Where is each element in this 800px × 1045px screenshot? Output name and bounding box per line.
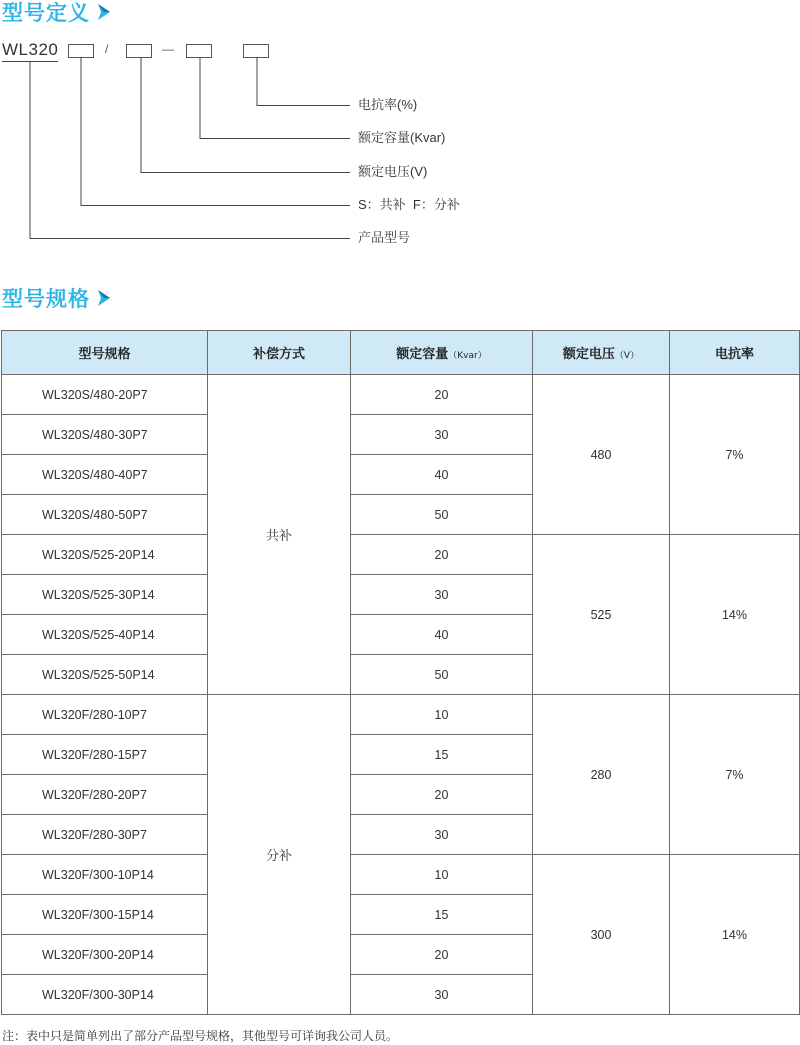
cell-capacity: 15 (351, 735, 533, 775)
cell-capacity: 20 (351, 935, 533, 975)
label-reactance-rate: 电抗率(%) (358, 97, 418, 112)
model-prefix: WL320 (2, 40, 59, 59)
label-rated-voltage: 额定电压(V) (358, 164, 428, 179)
cell-capacity: 50 (351, 495, 533, 535)
section-title-model-definition: 型号定义 (2, 0, 112, 27)
cell-compensation-method: 分补 (208, 695, 351, 1015)
cell-capacity: 20 (351, 535, 533, 575)
cell-model: WL320S/480-40P7 (2, 455, 208, 495)
cell-model: WL320F/280-20P7 (2, 775, 208, 815)
cell-model: WL320S/525-20P14 (2, 535, 208, 575)
table-row (2, 535, 800, 575)
cell-voltage: 300 (533, 855, 670, 1015)
label-compensation-type: S：共补 F：分补 (358, 197, 460, 212)
cell-model: WL320S/480-50P7 (2, 495, 208, 535)
cell-capacity: 30 (351, 415, 533, 455)
cell-capacity: 40 (351, 455, 533, 495)
model-separator-slash: / (105, 42, 109, 56)
cell-reactance-rate: 7% (670, 695, 800, 855)
cell-model: WL320S/480-30P7 (2, 415, 208, 455)
cell-capacity: 50 (351, 655, 533, 695)
cell-model: WL320F/300-15P14 (2, 895, 208, 935)
cell-model: WL320F/280-10P7 (2, 695, 208, 735)
header-reactance-rate: 电抗率 (670, 331, 800, 375)
table-row (2, 855, 800, 895)
cell-model: WL320F/280-30P7 (2, 815, 208, 855)
cell-capacity: 15 (351, 895, 533, 935)
cell-capacity: 10 (351, 695, 533, 735)
cell-model: WL320F/300-30P14 (2, 975, 208, 1015)
cell-reactance-rate: 14% (670, 535, 800, 695)
cell-capacity: 20 (351, 375, 533, 415)
table-row (2, 695, 800, 735)
label-product-model: 产品型号 (358, 230, 411, 245)
cell-model: WL320S/525-50P14 (2, 655, 208, 695)
cell-capacity: 30 (351, 575, 533, 615)
section-title-model-specs: 型号规格 (2, 285, 112, 313)
label-rated-capacity: 额定容量(Kvar) (358, 130, 446, 145)
cell-model: WL320F/300-10P14 (2, 855, 208, 895)
cell-voltage: 480 (533, 375, 670, 535)
footnote: 注：表中只是简单列出了部分产品型号规格，其他型号可详询我公司人员。 (2, 1029, 399, 1043)
cell-capacity: 40 (351, 615, 533, 655)
cell-compensation-method: 共补 (208, 375, 351, 695)
cell-voltage: 280 (533, 695, 670, 855)
cell-capacity: 30 (351, 975, 533, 1015)
table-row (2, 375, 800, 415)
chevron-right-icon (96, 289, 112, 307)
header-compensation-method: 补偿方式 (208, 331, 351, 375)
model-separator-dash: — (162, 42, 174, 56)
cell-model: WL320F/280-15P7 (2, 735, 208, 775)
table-body (2, 375, 800, 1015)
spec-table (1, 330, 800, 1015)
cell-capacity: 20 (351, 775, 533, 815)
cell-capacity: 30 (351, 815, 533, 855)
cell-voltage: 525 (533, 535, 670, 695)
cell-capacity: 10 (351, 855, 533, 895)
cell-model: WL320F/300-20P14 (2, 935, 208, 975)
cell-model: WL320S/480-20P7 (2, 375, 208, 415)
header-rated-voltage: 额定电压（V） (533, 331, 670, 375)
cell-model: WL320S/525-30P14 (2, 575, 208, 615)
table-header-row (2, 331, 800, 375)
header-model: 型号规格 (2, 331, 208, 375)
header-rated-capacity: 额定容量（Kvar） (351, 331, 533, 375)
cell-reactance-rate: 7% (670, 375, 800, 535)
cell-model: WL320S/525-40P14 (2, 615, 208, 655)
cell-reactance-rate: 14% (670, 855, 800, 1015)
